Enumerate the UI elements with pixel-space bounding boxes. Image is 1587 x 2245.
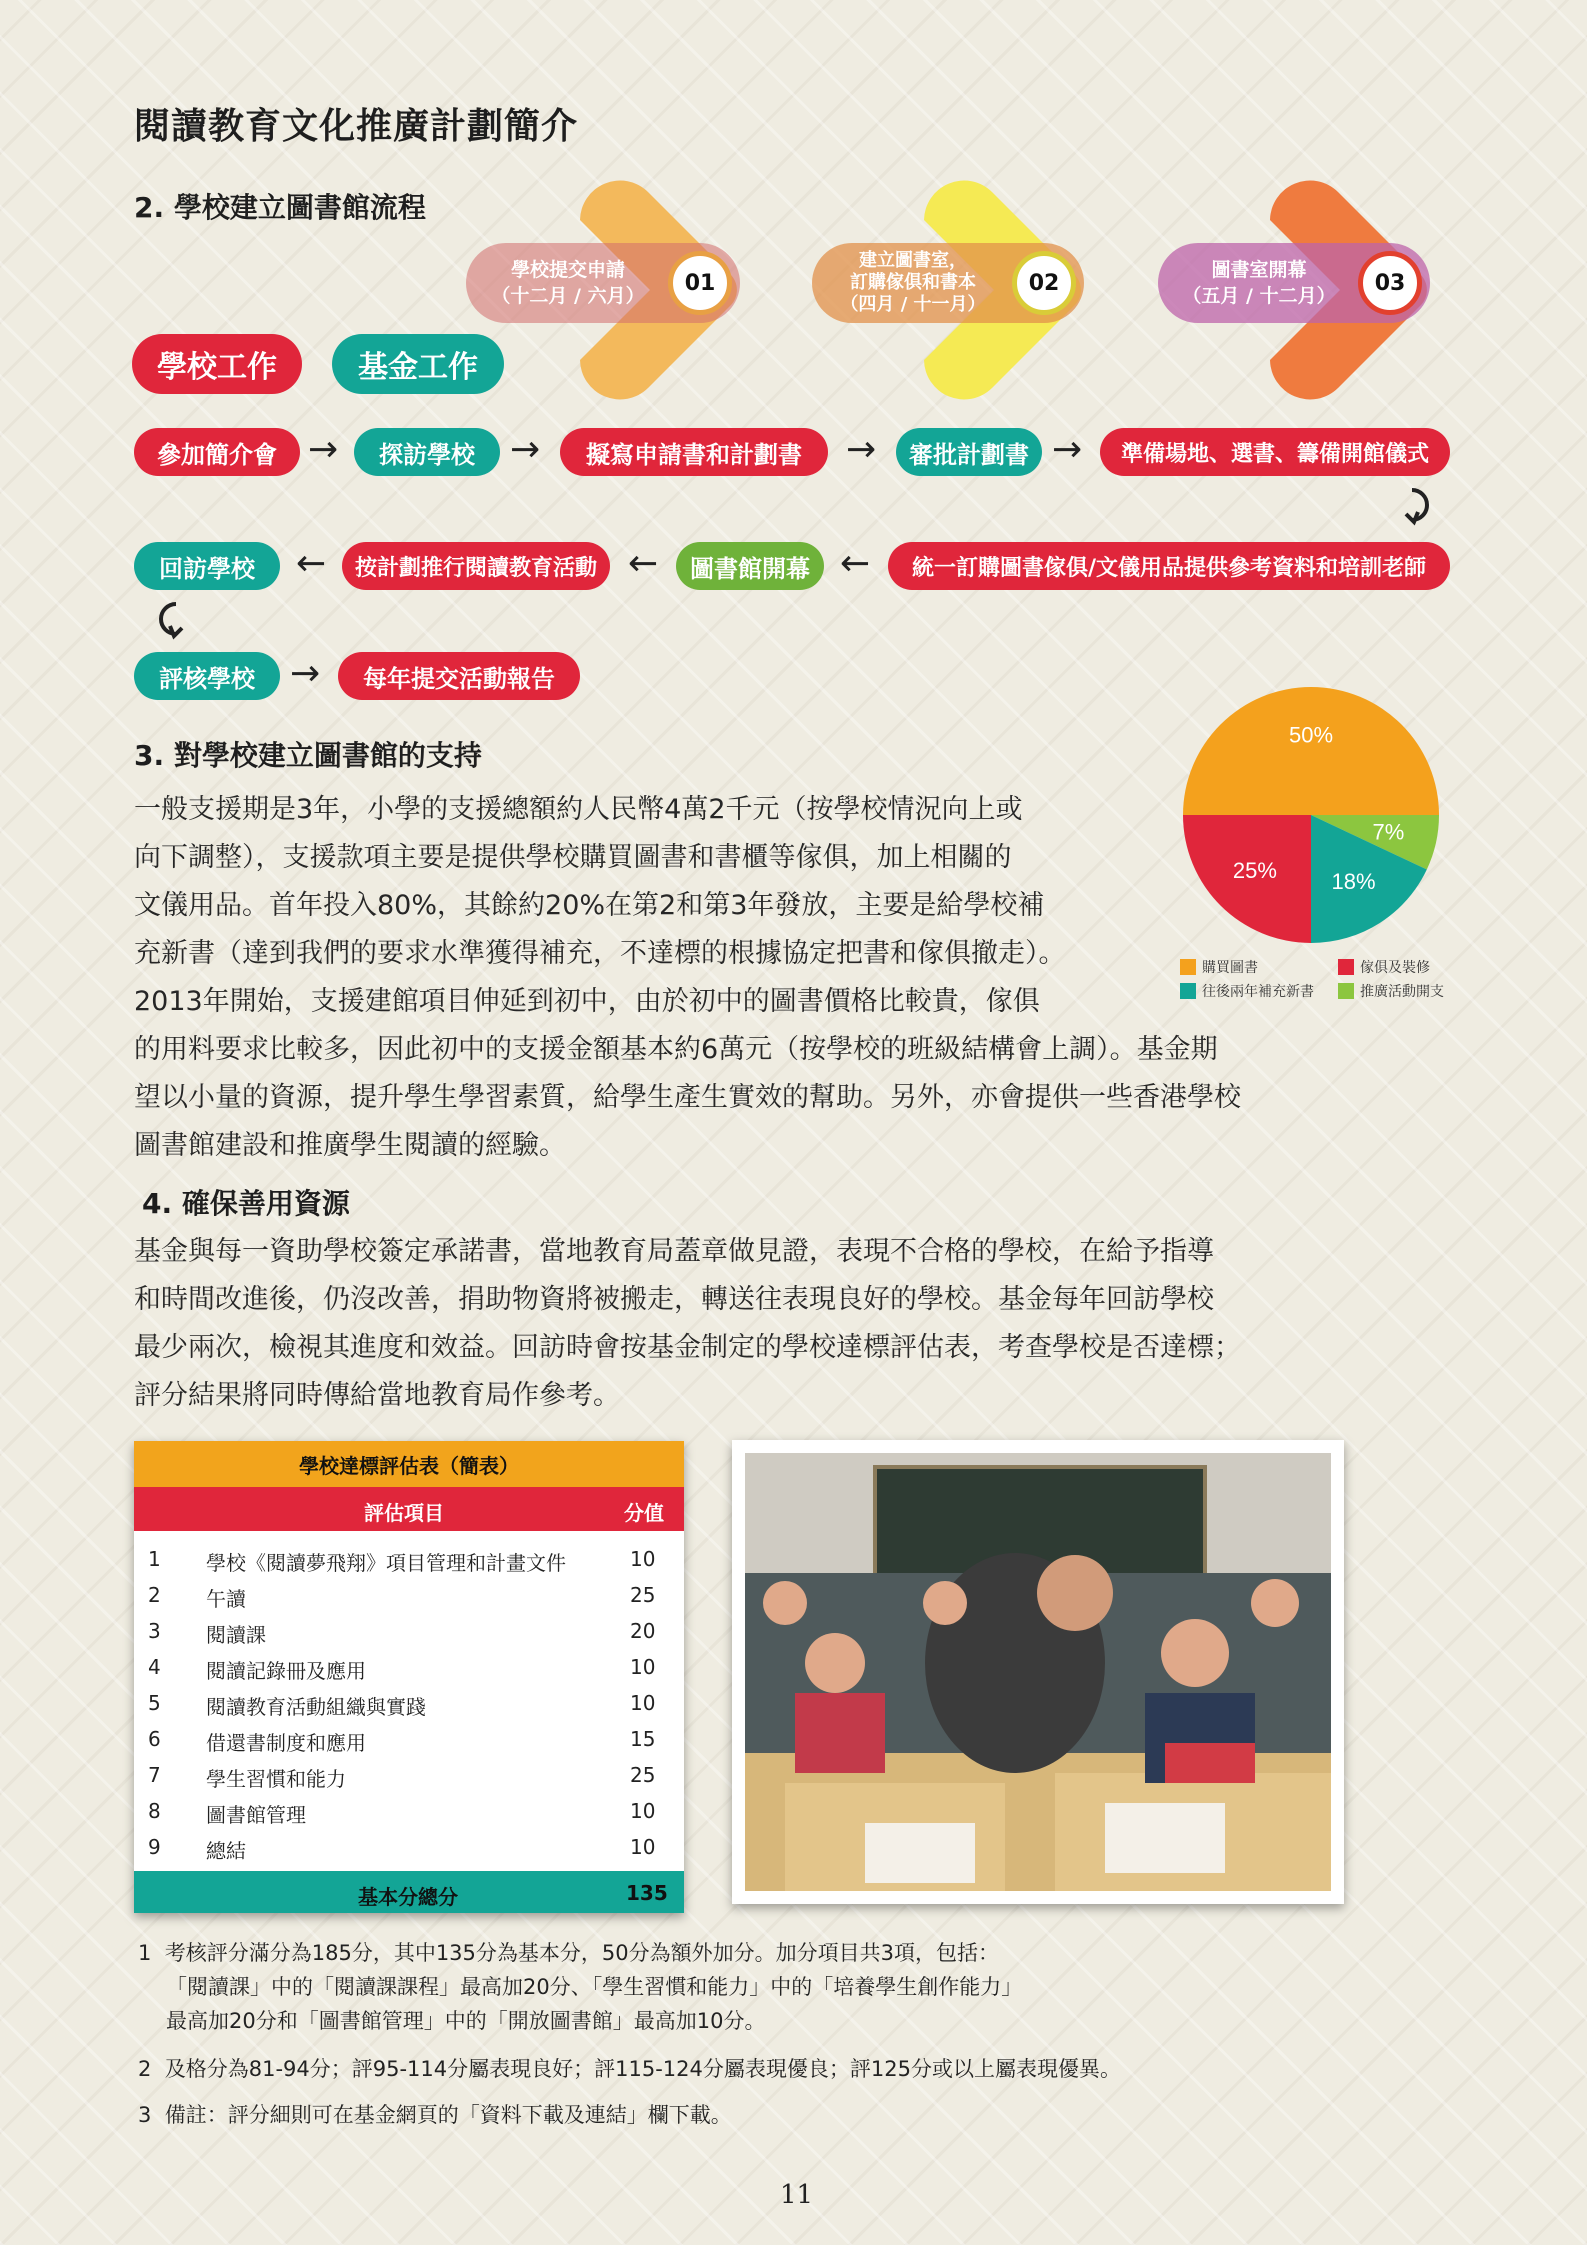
section3-line: 圖書館建設和推廣學生閱讀的經驗。 <box>134 1130 566 1161</box>
legend-item <box>1180 957 1258 977</box>
step-3-period: （五月 / 十二月） <box>1182 285 1336 307</box>
row-item: 閱讀記錄冊及應用 <box>206 1659 366 1683</box>
step-2-title: 建立圖書室， <box>859 250 967 271</box>
row-number: 4 <box>148 1655 161 1679</box>
section3-body <box>134 786 1241 1170</box>
total-label: 基本分總分 <box>358 1885 458 1909</box>
legend-swatch <box>1338 959 1354 975</box>
arrow-right-icon: → <box>510 429 541 470</box>
row-number: 9 <box>148 1835 161 1859</box>
curved-arrow-down-icon <box>146 598 186 642</box>
section3-line: 文儀用品。首年投入80%，其餘約20%在第2和第3年發放，主要是給學校補 <box>134 890 1045 921</box>
row-item: 閱讀課 <box>206 1623 266 1647</box>
section4-line: 基金與每一資助學校簽定承諾書，當地教育局蓋章做見證，表現不合格的學校，在給予指導 <box>134 1236 1214 1267</box>
table-row <box>134 1649 684 1685</box>
row-item: 總結 <box>206 1839 246 1863</box>
row-score: 25 <box>630 1763 656 1787</box>
footnote-3 <box>138 2098 732 2132</box>
step-1-number: 01 <box>668 251 732 315</box>
arrow-right-icon: → <box>290 653 321 694</box>
step-1-title: 學校提交申請 <box>510 259 625 281</box>
section4-line: 最少兩次，檢視其進度和效益。回訪時會按基金制定的學校達標評估表，考查學校是否達標； <box>134 1332 1241 1363</box>
step-2-number: 02 <box>1012 251 1076 315</box>
step-2-period: （四月 / 十一月） <box>840 294 986 315</box>
pie-slice-label: 50% <box>1288 722 1334 748</box>
legend-swatch <box>1338 983 1354 999</box>
legend-school-work: 學校工作 <box>132 334 302 394</box>
footnote-2 <box>138 2052 1121 2086</box>
legend-item <box>1338 957 1430 977</box>
table-total-row <box>134 1871 684 1913</box>
row-item: 閱讀教育活動組織與實踐 <box>206 1695 426 1719</box>
table-row <box>134 1793 684 1829</box>
legend-item <box>1180 981 1314 1001</box>
section2-heading: 2. 學校建立圖書館流程 <box>134 191 426 224</box>
footnote-number: 3 <box>138 2103 152 2127</box>
row-item: 午讀 <box>206 1587 246 1611</box>
flow-step-prepare-venue: 準備場地、選書、籌備開館儀式 <box>1100 428 1450 476</box>
flow-step-evaluate-school: 評核學校 <box>134 652 280 700</box>
step-1-period: （十二月 / 六月） <box>491 285 645 307</box>
row-number: 6 <box>148 1727 161 1751</box>
classroom-illustration <box>745 1453 1331 1891</box>
flow-step-reading-activities: 按計劃推行閱讀教育活動 <box>342 542 610 590</box>
flow-step-review-proposal: 審批計劃書 <box>896 428 1042 476</box>
footnote-text: 備註：評分細則可在基金網頁的「資料下載及連結」欄下載。 <box>164 2103 732 2127</box>
table-row <box>134 1541 684 1577</box>
step-3-number: 03 <box>1358 251 1422 315</box>
flow-step-library-opening: 圖書館開幕 <box>676 542 824 590</box>
row-number: 1 <box>148 1547 161 1571</box>
pie-slice-label: 18% <box>1331 869 1376 895</box>
process-step-2 <box>812 243 1084 323</box>
curved-arrow-down-icon <box>1402 484 1442 528</box>
table-title: 學校達標評估表（簡表） <box>134 1441 684 1487</box>
section3-line: 望以小量的資源，提升學生學習素質，給學生產生實效的幫助。另外，亦會提供一些香港學校 <box>134 1082 1241 1113</box>
row-score: 25 <box>630 1583 656 1607</box>
pie-slice-label: 25% <box>1232 858 1277 884</box>
footnote-text: 最高加20分和「圖書館管理」中的「開放圖書館」最高加10分。 <box>166 2009 766 2033</box>
pie-slice-label: 7% <box>1372 819 1405 845</box>
flow-step-annual-report: 每年提交活動報告 <box>338 652 580 700</box>
column-header-item: 評估項目 <box>364 1501 444 1525</box>
arrow-left-icon: ← <box>840 543 871 584</box>
legend-fund-work: 基金工作 <box>332 334 504 394</box>
row-number: 5 <box>148 1691 161 1715</box>
table-row <box>134 1577 684 1613</box>
section3-line: 的用料要求比較多，因此初中的支援金額基本約6萬元（按學校的班級結構會上調）。基金期 <box>134 1034 1218 1065</box>
step-3-title: 圖書室開幕 <box>1211 259 1307 281</box>
legend-label: 傢俱及裝修 <box>1360 960 1430 976</box>
assessment-table <box>134 1441 684 1913</box>
section4-heading: 4. 確保善用資源 <box>142 1187 350 1220</box>
flow-step-visit-school: 探訪學校 <box>354 428 500 476</box>
row-item: 圖書館管理 <box>206 1803 306 1827</box>
row-score: 10 <box>630 1655 656 1679</box>
pie-slice <box>1183 687 1439 815</box>
footnote-number: 2 <box>138 2057 152 2081</box>
legend-item <box>1338 981 1444 1001</box>
row-item: 學校《閱讀夢飛翔》項目管理和計畫文件 <box>206 1551 566 1575</box>
arrow-right-icon: → <box>1052 429 1083 470</box>
table-row <box>134 1829 684 1865</box>
row-score: 10 <box>630 1547 656 1571</box>
legend-label: 購買圖書 <box>1202 960 1258 976</box>
section4-line: 和時間改進後，仍沒改善，捐助物資將被搬走，轉送往表現良好的學校。基金每年回訪學校 <box>134 1284 1214 1315</box>
column-header-score: 分值 <box>624 1501 664 1525</box>
funding-pie-chart <box>1180 684 1442 946</box>
row-number: 8 <box>148 1799 161 1823</box>
page-title: 閱讀教育文化推廣計劃簡介 <box>134 106 579 147</box>
row-number: 3 <box>148 1619 161 1643</box>
flow-step-procurement-training: 統一訂購圖書傢俱/文儀用品提供參考資料和培訓老師 <box>888 542 1450 590</box>
arrow-right-icon: → <box>846 429 877 470</box>
footnote-text: 「閱讀課」中的「閱讀課課程」最高加20分、「學生習慣和能力」中的「培養學生創作能力」 <box>166 1975 1023 1999</box>
footnote-text: 及格分為81-94分；評95-114分屬表現良好；評115-124分屬表現優良；評125分或以上屬表現優異。 <box>164 2057 1121 2081</box>
table-row <box>134 1721 684 1757</box>
flow-step-revisit-school: 回訪學校 <box>134 542 280 590</box>
section3-line: 充新書（達到我們的要求水準獲得補充，不達標的根據協定把書和傢俱撤走）。 <box>134 938 1066 969</box>
process-step-3 <box>1158 243 1430 323</box>
section3-line: 2013年開始，支援建館項目伸延到初中，由於初中的圖書價格比較貴，傢俱 <box>134 986 1040 1017</box>
row-score: 10 <box>630 1835 656 1859</box>
row-item: 借還書制度和應用 <box>206 1731 366 1755</box>
legend-swatch <box>1180 959 1196 975</box>
row-item: 學生習慣和能力 <box>206 1767 346 1791</box>
arrow-right-icon: → <box>308 429 339 470</box>
arrow-left-icon: ← <box>296 543 327 584</box>
section3-line: 向下調整），支援款項主要是提供學校購買圖書和書櫃等傢俱，加上相關的 <box>134 842 1012 873</box>
table-body <box>134 1531 684 1871</box>
total-score: 135 <box>626 1881 668 1905</box>
footnote-text: 考核評分滿分為185分，其中135分為基本分，50分為額外加分。加分項目共3項，包括： <box>164 1941 999 1965</box>
section4-line: 評分結果將同時傳給當地教育局作參考。 <box>134 1380 620 1411</box>
legend-label: 推廣活動開支 <box>1360 984 1444 1000</box>
section3-heading: 3. 對學校建立圖書館的支持 <box>134 739 482 772</box>
table-row <box>134 1757 684 1793</box>
row-score: 10 <box>630 1691 656 1715</box>
row-score: 15 <box>630 1727 656 1751</box>
footnote-number: 1 <box>138 1941 152 1965</box>
table-row <box>134 1613 684 1649</box>
row-number: 7 <box>148 1763 161 1787</box>
arrow-left-icon: ← <box>628 543 659 584</box>
flow-step-briefing: 參加簡介會 <box>134 428 300 476</box>
row-score: 10 <box>630 1799 656 1823</box>
legend-swatch <box>1180 983 1196 999</box>
legend-label: 往後兩年補充新書 <box>1202 984 1314 1000</box>
table-row <box>134 1685 684 1721</box>
classroom-photo <box>732 1440 1344 1904</box>
section4-body <box>134 1228 1241 1420</box>
row-number: 2 <box>148 1583 161 1607</box>
section3-line: 一般支援期是3年，小學的支援總額約人民幣4萬2千元（按學校情況向上或 <box>134 794 1023 825</box>
footnote-1 <box>138 1936 1022 2038</box>
process-step-1 <box>466 243 740 323</box>
table-header <box>134 1487 684 1531</box>
step-2-title-2: 訂購傢俱和書本 <box>850 272 976 293</box>
row-score: 20 <box>630 1619 656 1643</box>
page-number: 11 <box>780 2180 814 2210</box>
flow-step-write-proposal: 擬寫申請書和計劃書 <box>560 428 828 476</box>
